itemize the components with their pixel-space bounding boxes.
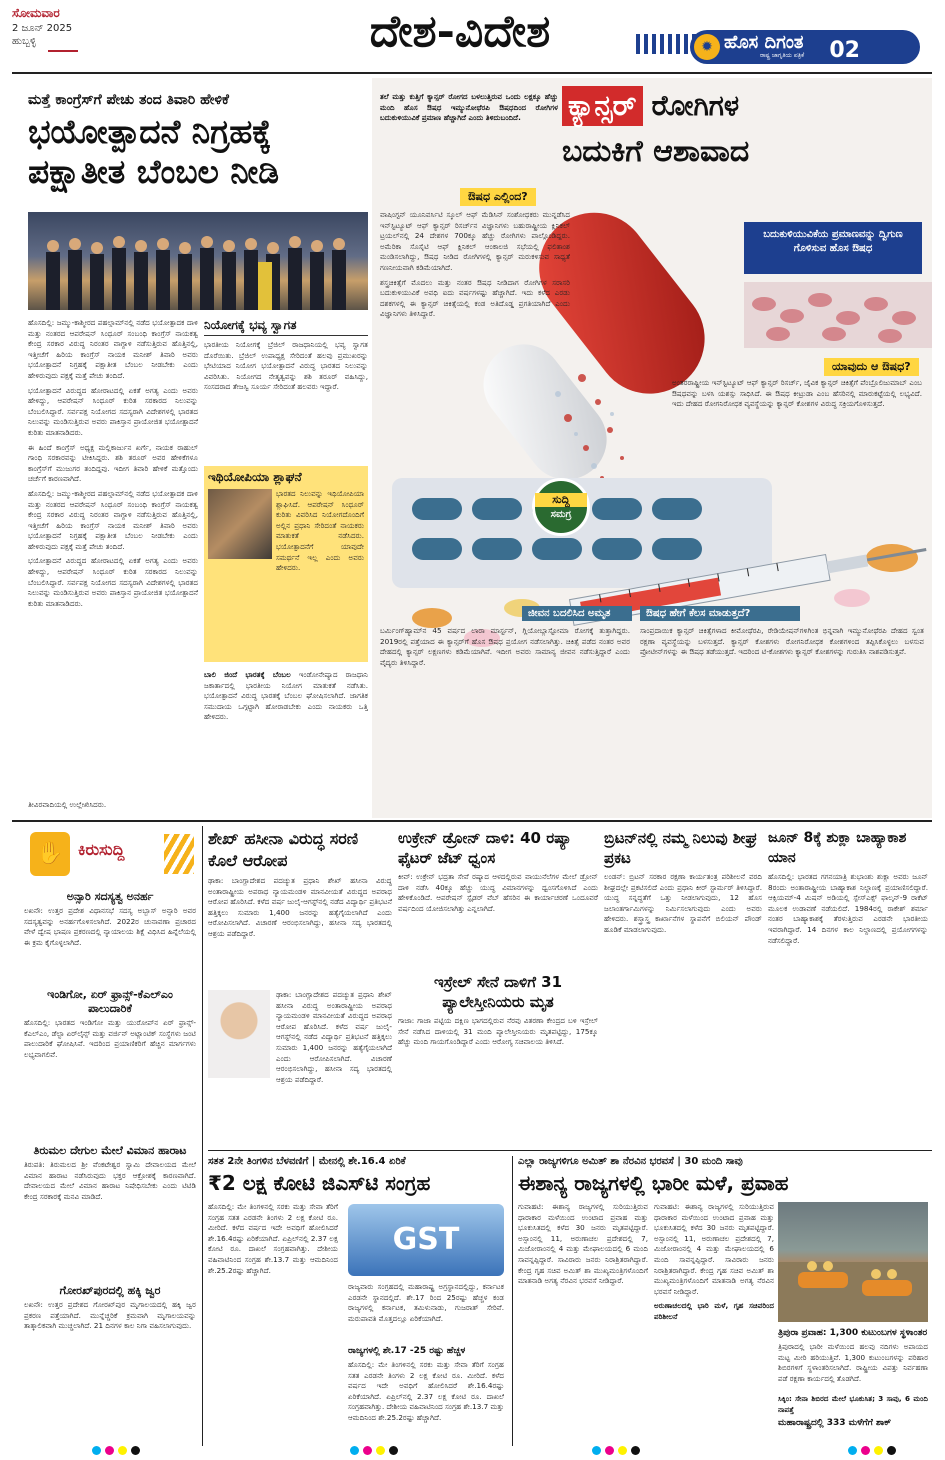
cancer-q1-label: ಔಷಧ ಎಲ್ಲಿಂದ? [460,188,536,206]
dateline-rule [48,50,78,52]
flood-photo [778,1202,928,1322]
gst-divider [512,1156,513,1446]
hasina-body: ಢಾಕಾ: ಬಾಂಗ್ಲಾದೇಶದ ಪದಚ್ಯುತ ಪ್ರಧಾನಿ ಶೇಖ್ ಹಸೀನಾ ವಿರುದ್ಧ ಅಂತಾರಾಷ್ಟ್ರೀಯ ಅಪರಾಧ ನ್ಯಾಯಮಂಡಳಿ ಮಾನವೀಯತೆ ವಿರುದ್ಧದ ಅಪರಾಧ ಆರೋಪ ಹೊರಿಸಿದೆ. ಕಳೆದ ವರ್ಷ ಜುಲೈ-ಆಗಸ್ಟ್‌ನಲ್ಲಿ ನಡೆದ ವಿದ್ಯಾರ್ಥಿ ಪ್ರತಿಭಟನೆ ಹತ್ತಿಕ್ಕಲು ಸುಮಾರು 1,400 ಜನರನ್ನು ಹತ್ಯೆಗೈಯಲಾಗಿದೆ ಎಂದು ಆರೋಪಿಸಲಾಗಿದೆ. ವಿಚಾರಣೆ ಆರಂಭಿಸಲಾಗಿದ್ದು, ಹಸೀನಾ ಸದ್ಯ ಭಾರತದಲ್ಲಿ ಆಶ್ರಯ ಪಡೆದಿದ್ದಾರೆ. [208,876,392,938]
lead-group-photo [28,212,368,310]
rain-body: ಗುವಾಹಟಿ: ಈಶಾನ್ಯ ರಾಜ್ಯಗಳಲ್ಲಿ ಸುರಿಯುತ್ತಿರುವ ಧಾರಾಕಾರ ಮಳೆಯಿಂದ ಉಂಟಾದ ಪ್ರವಾಹ ಮತ್ತು ಭೂಕುಸಿತದಲ್ಲಿ ಕಳೆದ 30 ಜನರು ಮೃತಪಟ್ಟಿದ್ದಾರೆ. ಅಸ್ಸಾಂನಲ್ಲಿ 11, ಅರುಣಾಚಲ ಪ್ರದೇಶದಲ್ಲಿ 7, ಮಿಜೋರಾಂನಲ್ಲಿ 4 ಮತ್ತು ಮೇಘಾಲಯದಲ್ಲಿ 6 ಮಂದಿ ಸಾವನ್ನಪ್ಪಿದ್ದಾರೆ. ಸಾವಿರಾರು ಜನರು ನಿರಾಶ್ರಿತರಾಗಿದ್ದಾರೆ. ಕೇಂದ್ರ ಗೃಹ ಸಚಿವ ಅಮಿತ್ ಶಾ ಮುಖ್ಯಮಂತ್ರಿಗಳೊಂದಿಗೆ ಮಾತನಾಡಿ ಅಗತ್ಯ ನೆರವಿನ ಭರವಸೆ ನೀಡಿದ್ದಾರೆ. [518,1202,648,1286]
ethiopia-title: ಇಥಿಯೋಪಿಯಾ ಶ್ಲಾಘನೆ [208,470,302,484]
masthead-day: ಸೋಮವಾರ [12,6,60,20]
lead-headline-line2: ಪಕ್ಷಾತೀತ ಬೆಂಬಲ ನೀಡಿ [28,152,280,191]
lead-body-p3: ಈ ಹಿಂದೆ ಕಾಂಗ್ರೆಸ್ ಅಧ್ಯಕ್ಷ ಮಲ್ಲಿಕಾರ್ಜುನ ಖರ್ಗೆ, ನಾಯಕ ರಾಹುಲ್ ಗಾಂಧಿ ಸರಕಾರವನ್ನು ಟೀಕಿಸಿದ್ದರು. ಶಶಿ ತರೂರ್ ಅವರ ಹೇಳಿಕೆಗಳೂ ಕಾಂಗ್ರೆಸ್‌ಗೆ ಮುಜುಗರ ತಂದಿದ್ದವು. ಇದೀಗ ತಿವಾರಿ ಹೇಳಿಕೆ ಮತ್ತೊಂದು ಚರ್ಚೆಗೆ ಕಾರಣವಾಗಿದೆ. [28,442,198,484]
cancer-teaser: ತಲೆ ಮತ್ತು ಕುತ್ತಿಗೆ ಕ್ಯಾನ್ಸರ್ ರೋಗದ ಬಳಲುತ್ತಿರುವ ಒಂದು ಲಕ್ಷಕ್ಕೂ ಹೆಚ್ಚು ಮಂದಿ ಹೊಸ ಔಷಧ ಇಮ್ಯುನೋಥೆರಪಿ ಔಷಧದಿಂದ ರೋಗಿಗಳ ಬದುಕುಳಿಯುವಿಕೆ ಪ್ರಮಾಣ ಹೆಚ್ಚಾಗಿದೆ ಎಂದು ತಿಳಿದುಬಂದಿದೆ. [380,92,558,123]
print-registration-dots-1 [92,1440,144,1459]
britain-story [604,828,762,1144]
gst-title: ₹2 ಲಕ್ಷ ಕೋಟಿ ಜಿಎಸ್‌ಟಿ ಸಂಗ್ರಹ [208,1171,431,1195]
rain-title: ಈಶಾನ್ಯ ರಾಜ್ಯಗಳಲ್ಲಿ ಭಾರೀ ಮಳೆ, ಪ್ರವಾಹ [518,1171,789,1195]
kiru-item-title: ಅನ್ಸಾರಿ ಸದಸ್ಯತ್ವ ಅನರ್ಹ [66,890,154,903]
israel-story [398,972,598,1144]
rain-story [518,1156,930,1446]
shukla-title: ಜೂನ್ 8ಕ್ಕೆ ಶುಕ್ಲಾ ಬಾಹ್ಯಾಕಾಶ ಯಾನ [768,830,907,866]
cancer-q4-label: ಔಷಧ ಹೇಗೆ ಕೆಲಸ ಮಾಡುತ್ತದೆ? [640,606,800,621]
page-number: 02 [829,38,860,63]
hasina-story [208,828,392,1144]
rain-kerala: ಅರುಣಾಚಲದಲ್ಲಿ ಭಾರಿ ಮಳೆ, ಗೃಹ ಸಚಿವರಿಂದ ಪರಿಶೀಲನೆ [654,1301,774,1321]
ukraine-story [398,828,598,968]
kiru-item-0 [24,890,196,982]
gst-body-2: ರಾಜ್ಯವಾರು ಸಂಗ್ರಹದಲ್ಲಿ ಮಹಾರಾಷ್ಟ್ರ ಅಗ್ರಸ್ಥಾನದಲ್ಲಿದ್ದು, ಕರ್ನಾಟಕ ಎರಡನೇ ಸ್ಥಾನದಲ್ಲಿದೆ. ಶೇ.17 ರಿಂದ 25ರಷ್ಟು ಹೆಚ್ಚಳ ಕಂಡ ರಾಜ್ಯಗಳಲ್ಲಿ ಕರ್ನಾಟಕ, ತಮಿಳುನಾಡು, ಗುಜರಾತ್ ಸೇರಿವೆ. ಮರುಪಾವತಿ ಮೊತ್ತದಲ್ಲೂ ಏರಿಕೆಯಾಗಿದೆ. [348,1282,504,1323]
cancer-headline-row2: ಬದುಕಿಗೆ ಆಶಾವಾದ [562,134,750,169]
lead-body-p5: ಭಯೋತ್ಪಾದನೆ ವಿರುದ್ಧದ ಹೋರಾಟದಲ್ಲಿ ಏಕತೆ ಅಗತ್ಯ ಎಂದು ಅವರು ಹೇಳಿದ್ದು, ಆಪರೇಷನ್ ಸಿಂಧೂರ್ ಕುರಿತ ಸರಕಾರದ ನಿಲುವನ್ನು ಬೆಂಬಲಿಸಿದ್ದಾರೆ. ಸರ್ವಪಕ್ಷ ನಿಯೋಗದ ಸದಸ್ಯರಾಗಿ ವಿದೇಶಗಳಲ್ಲಿ ಭಾರತದ ನಿಲುವನ್ನು ಮಂಡಿಸುತ್ತಿರುವ ಅವರು ಪಾಕಿಸ್ತಾನ ಪ್ರಾಯೋಜಿತ ಭಯೋತ್ಪಾದನೆ ಕುರಿತು ಮಾತನಾಡಿದರು. [28,556,198,608]
niyoga-title: ನಿಯೋಗಕ್ಕೆ ಭವ್ಯ ಸ್ವಾಗತ [204,318,368,336]
kiru-suddi-column [24,826,196,1446]
brand-name: ಹೊಸ ದಿಗಂತ [724,32,804,53]
ukraine-title: ಉಕ್ರೇನ್ ಡ್ರೋನ್ ದಾಳಿ: 40 ರಷ್ಯಾ ಫೈಟರ್ ಜೆಟ್ ಧ್ವಂಸ [398,829,572,867]
gst-body-3: ಹೊಸದಿಲ್ಲಿ: ಮೇ ತಿಂಗಳಿನಲ್ಲಿ ಸರಕು ಮತ್ತು ಸೇವಾ ತೆರಿಗೆ ಸಂಗ್ರಹ ಸತತ ಎರಡನೇ ತಿಂಗಳು 2 ಲಕ್ಷ ಕೋಟಿ ರೂ. ಮೀರಿದೆ. ಕಳೆದ ವರ್ಷದ ಇದೇ ಅವಧಿಗೆ ಹೋಲಿಸಿದರೆ ಶೇ.16.4ರಷ್ಟು ಏರಿಕೆಯಾಗಿದೆ. ಏಪ್ರಿಲ್‌ನಲ್ಲಿ 2.37 ಲಕ್ಷ ಕೋಟಿ ರೂ. ದಾಖಲೆ ಸಂಗ್ರಹವಾಗಿತ್ತು. ದೇಶೀಯ ವಹಿವಾಟಿನಿಂದ ಸಂಗ್ರಹ ಶೇ.13.7 ಮತ್ತು ಆಮದಿನಿಂದ ಶೇ.25.2ರಷ್ಟು ಹೆಚ್ಚಾಗಿದೆ. [348,1360,504,1422]
flood-scene [778,1202,928,1322]
cancer-q3-label: ಜೀವನ ಬದಲಿಸಿದ ಅಮೃತ [522,606,632,621]
niyoga-body: ಭಾರತೀಯ ನಿಯೋಗಕ್ಕೆ ಬ್ರೆಜಿಲ್ ರಾಜಧಾನಿಯಲ್ಲಿ ಭವ್ಯ ಸ್ವಾಗತ ದೊರೆಯಿತು. ಬ್ರೆಜಿಲ್ ಉಪಾಧ್ಯಕ್ಷ ಸೇರಿದಂತೆ ಹಲವು ಪ್ರಮುಖರನ್ನು ಭೇಟಿಯಾದ ನಿಯೋಗ ಭಯೋತ್ಪಾದನೆ ವಿರುದ್ಧ ಭಾರತದ ನಿಲುವನ್ನು ವಿವರಿಸಿತು. ನಿಯೋಗದ ನೇತೃತ್ವವನ್ನು ಶಶಿ ತರೂರ್ ವಹಿಸಿದ್ದು, ಸಂಸದರಾದ ತೇಜಸ್ವಿ ಸೂರ್ಯ ಸೇರಿದಂತೆ ಹಲವರು ಇದ್ದಾರೆ. [204,340,368,392]
lead-headline-line1: ಭಯೋತ್ಪಾದನೆ ನಿಗ್ರಹಕ್ಕೆ [28,112,272,151]
kiru-item-2 [24,1144,196,1278]
print-registration-dots-4 [848,1440,900,1459]
bali-title: ಬಾಲಿ ಜಿಂದೆ ಭಾರತಕ್ಕೆ ಬೆಂಬಲ [204,670,291,679]
lead-body-column [28,318,198,808]
kiru-item-title: ಇಂಡಿಗೋ, ಏರ್ ಫ್ರಾನ್ಸ್-ಕೆಎಲ್‌ಎಂ ಪಾಲುದಾರಿಕೆ [47,988,173,1015]
sikkim-title: ಸಿಕ್ಕಿಂ: ಸೇನಾ ಶಿಬಿರದ ಮೇಲೆ ಭೂಕುಸಿತ; 3 ಸಾವು, 6 ಮಂದಿ ನಾಪತ್ತೆ [778,1394,928,1414]
rain-kicker: ಎಲ್ಲಾ ರಾಜ್ಯಗಳಿಗೂ ಅಮಿತ್ ಶಾ ನೆರವಿನ ಭರವಸೆ | 30 ಮಂದಿ ಸಾವು [518,1156,743,1167]
kiru-suddi-icon: ✋ [30,832,70,876]
lead-body-p2: ಭಯೋತ್ಪಾದನೆ ವಿರುದ್ಧದ ಹೋರಾಟದಲ್ಲಿ ಏಕತೆ ಅಗತ್ಯ ಎಂದು ಅವರು ಹೇಳಿದ್ದು, ಆಪರೇಷನ್ ಸಿಂಧೂರ್ ಕುರಿತ ಸರಕಾರದ ನಿಲುವನ್ನು ಬೆಂಬಲಿಸಿದ್ದಾರೆ. ಸರ್ವಪಕ್ಷ ನಿಯೋಗದ ಸದಸ್ಯರಾಗಿ ವಿದೇಶಗಳಲ್ಲಿ ಭಾರತದ ನಿಲುವನ್ನು ಮಂಡಿಸುತ್ತಿರುವ ಅವರು ಪಾಕಿಸ್ತಾನ ಪ್ರಾಯೋಜಿತ ಭಯೋತ್ಪಾದನೆ ಕುರಿತು ಮಾತನಾಡಿದರು. [28,385,198,437]
kiru-divider [202,826,203,1446]
delegation-figures [28,212,368,310]
badge-line1: ಸುದ್ದಿ [535,493,587,507]
kiru-item-3 [24,1284,196,1396]
masthead-rule [12,72,932,74]
niyoga-box [204,318,368,468]
hasina-body-cont: ಢಾಕಾ: ಬಾಂಗ್ಲಾದೇಶದ ಪದಚ್ಯುತ ಪ್ರಧಾನಿ ಶೇಖ್ ಹಸೀನಾ ವಿರುದ್ಧ ಅಂತಾರಾಷ್ಟ್ರೀಯ ಅಪರಾಧ ನ್ಯಾಯಮಂಡಳಿ ಮಾನವೀಯತೆ ವಿರುದ್ಧದ ಅಪರಾಧ ಆರೋಪ ಹೊರಿಸಿದೆ. ಕಳೆದ ವರ್ಷ ಜುಲೈ-ಆಗಸ್ಟ್‌ನಲ್ಲಿ ನಡೆದ ವಿದ್ಯಾರ್ಥಿ ಪ್ರತಿಭಟನೆ ಹತ್ತಿಕ್ಕಲು ಸುಮಾರು 1,400 ಜನರನ್ನು ಹತ್ಯೆಗೈಯಲಾಗಿದೆ ಎಂದು ಆರೋಪಿಸಲಾಗಿದೆ. ವಿಚಾರಣೆ ಆರಂಭಿಸಲಾಗಿದ್ದು, ಹಸೀನಾ ಸದ್ಯ ಭಾರತದಲ್ಲಿ ಆಶ್ರಯ ಪಡೆದಿದ್ದಾರೆ. [276,990,392,1084]
lead-continuation: ತೀವಿರವಾದಿಯಲ್ಲಿ ಉಲ್ಲೇಖಿಸಿದರು. [28,800,107,809]
print-registration-dots-3 [592,1440,644,1459]
ethiopia-box [204,466,368,662]
cancer-body-1 [380,210,570,460]
rain-body-2a: ಗುವಾಹಟಿ: ಈಶಾನ್ಯ ರಾಜ್ಯಗಳಲ್ಲಿ ಸುರಿಯುತ್ತಿರುವ ಧಾರಾಕಾರ ಮಳೆಯಿಂದ ಉಂಟಾದ ಪ್ರವಾಹ ಮತ್ತು ಭೂಕುಸಿತದಲ್ಲಿ ಕಳೆದ 30 ಜನರು ಮೃತಪಟ್ಟಿದ್ದಾರೆ. ಅಸ್ಸಾಂನಲ್ಲಿ 11, ಅರುಣಾಚಲ ಪ್ರದೇಶದಲ್ಲಿ 7, ಮಿಜೋರಾಂನಲ್ಲಿ 4 ಮತ್ತು ಮೇಘಾಲಯದಲ್ಲಿ 6 ಮಂದಿ ಸಾವನ್ನಪ್ಪಿದ್ದಾರೆ. ಸಾವಿರಾರು ಜನರು ನಿರಾಶ್ರಿತರಾಗಿದ್ದಾರೆ. ಕೇಂದ್ರ ಗೃಹ ಸಚಿವ ಅಮಿತ್ ಶಾ ಮುಖ್ಯಮಂತ್ರಿಗಳೊಂದಿಗೆ ಮಾತನಾಡಿ ಅಗತ್ಯ ನೆರವಿನ ಭರವಸೆ ನೀಡಿದ್ದಾರೆ. [654,1202,774,1296]
brand-tagline: ರಾಷ್ಟ್ರ ಜಾಗೃತಿಯ ಪತ್ರಿಕೆ [760,52,805,59]
lead-body-p1: ಹೊಸದಿಲ್ಲಿ: ಜಮ್ಮು-ಕಾಶ್ಮೀರದ ಪಹಲ್ಗಾಮ್‌ನಲ್ಲಿ ನಡೆದ ಭಯೋತ್ಪಾದಕ ದಾಳಿ ಮತ್ತು ನಂತರದ ಆಪರೇಷನ್ ಸಿಂಧೂರ್ ಸಂಬಂಧಿ ಕಾಂಗ್ರೆಸ್ ನಾಯಕತ್ವ ಕೇಂದ್ರ ಸರಕಾರ ವಿರುದ್ಧ ನಿರಂತರ ವಾಗ್ದಾಳಿ ನಡೆಸುತ್ತಿರುವ ಹೊತ್ತಿನಲ್ಲಿ, ಇತ್ತೀಚೆಗೆ ಹಿರಿಯ ಕಾಂಗ್ರೆಸ್ ನಾಯಕ ಮನೀಶ್ ತಿವಾರಿ ಅವರು ಭಯೋತ್ಪಾದನೆ ನಿಗ್ರಹಕ್ಕೆ ಪಕ್ಷಾತೀತ ಬೆಂಬಲ ನೀಡಬೇಕು ಎಂದು ಹೇಳಿರುವುದು ಪಕ್ಷಕ್ಕೆ ಮತ್ತೆ ಪೇಚು ತಂದಿದೆ. [28,318,198,380]
gst-subhead: ರಾಜ್ಯಗಳಲ್ಲಿ ಶೇ.17 -25 ರಷ್ಟು ಹೆಚ್ಚಳ [348,1346,466,1356]
tripura-title: ತ್ರಿಪುರಾ ಪ್ರವಾಹ: 1,300 ಕುಟುಂಬಗಳ ಸ್ಥಳಾಂತರ [778,1328,928,1338]
britain-title: ಬ್ರಿಟನ್‌ನಲ್ಲಿ ನಮ್ಮ ನಿಲುವು ಶೀಘ್ರ ಪ್ರಕಟ [604,829,758,867]
cancer-q2-label: ಯಾವುದು ಆ ಔಷಧ? [824,358,919,376]
bali-column [204,670,368,810]
gst-body: ಹೊಸದಿಲ್ಲಿ: ಮೇ ತಿಂಗಳಿನಲ್ಲಿ ಸರಕು ಮತ್ತು ಸೇವಾ ತೆರಿಗೆ ಸಂಗ್ರಹ ಸತತ ಎರಡನೇ ತಿಂಗಳು 2 ಲಕ್ಷ ಕೋಟಿ ರೂ. ಮೀರಿದೆ. ಕಳೆದ ವರ್ಷದ ಇದೇ ಅವಧಿಗೆ ಹೋಲಿಸಿದರೆ ಶೇ.16.4ರಷ್ಟು ಏರಿಕೆಯಾಗಿದೆ. ಏಪ್ರಿಲ್‌ನಲ್ಲಿ 2.37 ಲಕ್ಷ ಕೋಟಿ ರೂ. ದಾಖಲೆ ಸಂಗ್ರಹವಾಗಿತ್ತು. ದೇಶೀಯ ವಹಿವಾಟಿನಿಂದ ಸಂಗ್ರಹ ಶೇ.13.7 ಮತ್ತು ಆಮದಿನಿಂದ ಶೇ.25.2ರಷ್ಟು ಹೆಚ್ಚಾಗಿದೆ. [208,1202,338,1275]
lower-section-rule [12,820,932,822]
rain-body-2 [654,1202,774,1438]
ethiopia-photo [208,489,272,559]
cancer-body-1b: ಶಸ್ತ್ರಚಿಕಿತ್ಸೆಗೆ ಮೊದಲು ಮತ್ತು ನಂತರ ಔಷಧ ನೀಡಿದಾಗ ರೋಗಿಗಳ ಸರಾಸರಿ ಬದುಕುಳಿಯುವಿಕೆ ಅವಧಿ ಐದು ವರ್ಷಗಳಷ್ಟು ಹೆಚ್ಚಾಗಿದೆ. ಇದು ಕಳೆದ ಎರಡು ದಶಕಗಳಲ್ಲಿ ಈ ಕ್ಯಾನ್ಸರ್ ಚಿಕಿತ್ಸೆಯಲ್ಲಿ ಕಂಡ ಅತಿದೊಡ್ಡ ಪ್ರಗತಿಯಾಗಿದೆ ಎಂದು ವಿಜ್ಞಾನಿಗಳು ತಿಳಿಸಿದ್ದಾರೆ. [380,277,570,319]
kiru-item-body: ಹೊಸದಿಲ್ಲಿ: ಭಾರತದ ಇಂಡಿಗೋ ಮತ್ತು ಯುರೋಪ್‌ನ ಏರ್ ಫ್ರಾನ್ಸ್-ಕೆಎಲ್‌ಎಂ, ಡೆಲ್ಟಾ ಏರ್‌ಲೈನ್ಸ್ ಮತ್ತು ವರ್ಜಿನ್ ಅಟ್ಲಾಂಟಿಕ್ ಸಂಸ್ಥೆಗಳು ಜಂಟಿ ಪಾಲುದಾರಿಕೆ ಘೋಷಿಸಿವೆ. ಇದರಿಂದ ಪ್ರಯಾಣಿಕರಿಗೆ ಹೆಚ್ಚಿನ ಮಾರ್ಗಗಳು ಲಭ್ಯವಾಗಲಿವೆ. [24,1018,196,1059]
masthead-city: ಹುಬ್ಬಳ್ಳಿ [12,36,37,47]
cancer-headline-word2: ರೋಗಿಗಳ [651,89,740,122]
hasina-title: ಶೇಖ್ ಹಸೀನಾ ವಿರುದ್ಧ ಸರಣಿ ಕೊಲೆ ಆರೋಪ [208,829,359,870]
cancer-feature [372,78,932,818]
brand-logo-icon: ✹ [694,34,720,60]
sudhi-samagra-badge [532,478,590,536]
cancer-body-3: ಬರ್ಮಿಂಗ್‌ಹ್ಯಾಮ್‌ನ 45 ವರ್ಷದ ಲಾರಾ ಮಾರ್ಸ್ಟನ್, ಗ್ಲಿಯೋಬ್ಲಾಸ್ಟೋಮಾ ರೋಗಕ್ಕೆ ತುತ್ತಾಗಿದ್ದರು. 2019ರಲ್ಲಿ ಪತ್ತೆಯಾದ ಈ ಕ್ಯಾನ್ಸರ್‌ಗೆ ಹೊಸ ಔಷಧ ಪ್ರಯೋಗ ನಡೆಸಲಾಗಿತ್ತು. ಚಿಕಿತ್ಸೆ ಪಡೆದ ನಂತರ ಅವರ ದೇಹದಲ್ಲಿ ಕ್ಯಾನ್ಸರ್ ಲಕ್ಷಣಗಳು ಕಡಿಮೆಯಾಗಿವೆ. ಇದೀಗ ಅವರು ಸಾಮಾನ್ಯ ಜೀವನ ನಡೆಸುತ್ತಿದ್ದಾರೆ ಎಂದು ವೈದ್ಯರು ತಿಳಿಸಿದ್ದಾರೆ. [380,626,630,667]
kiru-item-body: ಲಖನೌ: ಉತ್ತರ ಪ್ರದೇಶದ ಗೋರಖ್‌ಪುರ ಮೃಗಾಲಯದಲ್ಲಿ ಹಕ್ಕಿ ಜ್ವರ ಪ್ರಕರಣ ಪತ್ತೆಯಾಗಿದೆ. ಮುನ್ನೆಚ್ಚರಿಕೆ ಕ್ರಮವಾಗಿ ಮೃಗಾಲಯವನ್ನು ತಾತ್ಕಾಲಿಕವಾಗಿ ಮುಚ್ಚಲಾಗಿದೆ. 21 ದಿನಗಳ ಕಾಲ ನಿಗಾ ವಹಿಸಲಾಗುವುದು. [24,1300,196,1331]
lead-kicker: ಮತ್ತೆ ಕಾಂಗ್ರೆಸ್‌ಗೆ ಪೇಚು ತಂದ ತಿವಾರಿ ಹೇಳಿಕೆ [28,92,229,108]
masthead-date: 2 ಜೂನ್ 2025 [12,23,73,34]
gst-logo: GST [348,1204,504,1276]
print-registration-dots-2 [350,1440,402,1459]
cancer-headline-row1 [562,86,922,130]
tripura-body: ತ್ರಿಪುರಾದಲ್ಲಿ ಭಾರೀ ಮಳೆಯಿಂದ ಹಲವು ನದಿಗಳು ಅಪಾಯದ ಮಟ್ಟ ಮೀರಿ ಹರಿಯುತ್ತಿವೆ. 1,300 ಕುಟುಂಬಗಳನ್ನು ಪರಿಹಾರ ಶಿಬಿರಗಳಿಗೆ ಸ್ಥಳಾಂತರಿಸಲಾಗಿದೆ. ರಾಷ್ಟ್ರೀಯ ವಿಪತ್ತು ನಿರ್ವಹಣಾ ಪಡೆ ರಕ್ಷಣಾ ಕಾರ್ಯದಲ್ಲಿ ತೊಡಗಿದೆ. [778,1342,928,1383]
kiru-item-1 [24,988,196,1138]
kiru-suddi-stripes [164,834,194,874]
section-title: ದೇಶ-ವಿದೇಶ [369,6,551,57]
kiru-item-body: ತಿರುಪತಿ: ತಿರುಮಲದ ಶ್ರೀ ವೆಂಕಟೇಶ್ವರ ಸ್ವಾಮಿ ದೇವಾಲಯದ ಮೇಲೆ ವಿಮಾನ ಹಾರಾಟ ನಡೆಸಿರುವುದು ಭಕ್ತರ ಆಕ್ರೋಶಕ್ಕೆ ಕಾರಣವಾಗಿದೆ. ದೇವಾಲಯದ ಮೇಲೆ ವಿಮಾನ ಹಾರಾಟ ನಿಷೇಧಿಸಬೇಕು ಎಂದು ಟಿಟಿಡಿ ಕೇಂದ್ರ ಸರಕಾರಕ್ಕೆ ಮನವಿ ಮಾಡಿದೆ. [24,1160,196,1201]
brand-masthead [690,30,920,64]
gst-kicker: ಸತತ 2ನೇ ತಿಂಗಳಿನ ಬೆಳವಣಿಗೆ | ಮೇನಲ್ಲಿ ಶೇ.16.4 ಏರಿಕೆ [208,1156,406,1167]
kiru-suddi-label: ಕಿರುಸುದ್ದಿ [78,840,125,859]
kiru-item-title: ಗೋರಖ್‌ಪುರದಲ್ಲಿ ಹಕ್ಕಿ ಜ್ವರ [59,1284,161,1297]
ethiopia-body: ಭಾರತದ ನಿಲುವನ್ನು ಇಥಿಯೋಪಿಯಾ ಶ್ಲಾಘಿಸಿದೆ. ಆಪರೇಷನ್ ಸಿಂಧೂರ್ ಕುರಿತು ವಿವರಿಸಿದ ನಿಯೋಗದೊಂದಿಗೆ ಅಲ್ಲಿನ ಪ್ರಧಾನಿ ಸೇರಿದಂತೆ ನಾಯಕರು ಮಾತುಕತೆ ನಡೆಸಿದರು. ಭಯೋತ್ಪಾದನೆಗೆ ಯಾವುದೇ ಸಮರ್ಥನೆ ಇಲ್ಲ ಎಂದು ಅವರು ಹೇಳಿದರು. [276,489,364,573]
ukraine-body: ಕೀವ್: ಉಕ್ರೇನ್ ಭದ್ರತಾ ಸೇವೆ ರಷ್ಯಾದ ಆಳದಲ್ಲಿರುವ ವಾಯುನೆಲೆಗಳ ಮೇಲೆ ಡ್ರೋನ್ ದಾಳಿ ನಡೆಸಿ 40ಕ್ಕೂ ಹೆಚ್ಚು ಯುದ್ಧ ವಿಮಾನಗಳನ್ನು ಧ್ವಂಸಗೊಳಿಸಿದೆ ಎಂದು ಹೇಳಿಕೊಂಡಿದೆ. ಆಪರೇಷನ್ ಸ್ಪೈಡರ್ ವೆಬ್ ಹೆಸರಿನ ಈ ಕಾರ್ಯಾಚರಣೆ ಒಂದೂವರೆ ವರ್ಷದಿಂದ ಯೋಜಿಸಲಾಗಿತ್ತು ಎನ್ನಲಾಗಿದೆ. [398,872,598,913]
bottom-rule [208,1150,932,1151]
kiru-suddi-header [24,826,196,884]
hasina-photo [208,990,270,1078]
cancer-body-4: ಸಾಂಪ್ರದಾಯಿಕ ಕ್ಯಾನ್ಸರ್ ಚಿಕಿತ್ಸೆಗಳಾದ ಕೀಮೋಥೆರಪಿ, ರೇಡಿಯೇಷನ್‌ಗಳಿಗಿಂತ ಭಿನ್ನವಾಗಿ ಇಮ್ಯುನೋಥೆರಪಿ ದೇಹದ ಸ್ವಂತ ರಕ್ಷಣಾ ವ್ಯವಸ್ಥೆಯನ್ನು ಬಳಸುತ್ತದೆ. ಕ್ಯಾನ್ಸರ್ ಕೋಶಗಳು ರೋಗನಿರೋಧಕ ಕೋಶಗಳಿಂದ ತಪ್ಪಿಸಿಕೊಳ್ಳಲು ಬಳಸುವ ಪ್ರೋಟೀನ್‌ಗಳನ್ನು ಈ ಔಷಧ ತಡೆಯುತ್ತದೆ. ಇದರಿಂದ ಟಿ-ಕೋಶಗಳು ಕ್ಯಾನ್ಸರ್ ಕೋಶಗಳನ್ನು ಗುರುತಿಸಿ ನಾಶಪಡಿಸುತ್ತವೆ. [640,626,924,657]
israel-title: ಇಸ್ರೇಲ್ ಸೇನೆ ದಾಳಿಗೆ 31 ಪ್ಯಾಲೇಸ್ತೀನಿಯರು ಮೃತ [433,973,563,1011]
shukla-body: ಹೊಸದಿಲ್ಲಿ: ಭಾರತದ ಗಗನಯಾತ್ರಿ ಶುಭಾಂಶು ಶುಕ್ಲಾ ಅವರು ಜೂನ್ 8ರಂದು ಅಂತಾರಾಷ್ಟ್ರೀಯ ಬಾಹ್ಯಾಕಾಶ ನಿಲ್ದಾಣಕ್ಕೆ ಪ್ರಯಾಣಿಸಲಿದ್ದಾರೆ. ಆಕ್ಸಿಯಮ್-4 ಮಿಷನ್ ಅಡಿಯಲ್ಲಿ ಸ್ಪೇಸ್‌ಎಕ್ಸ್ ಫಾಲ್ಕನ್-9 ರಾಕೆಟ್ ಮೂಲಕ ಉಡಾವಣೆ ನಡೆಯಲಿದೆ. 1984ರಲ್ಲಿ ರಾಕೇಶ್ ಶರ್ಮಾ ನಂತರ ಬಾಹ್ಯಾಕಾಶಕ್ಕೆ ತೆರಳುತ್ತಿರುವ ಎರಡನೇ ಭಾರತೀಯ ಇವರಾಗಿದ್ದಾರೆ. 14 ದಿನಗಳ ಕಾಲ ನಿಲ್ದಾಣದಲ್ಲಿ ಪ್ರಯೋಗಗಳನ್ನು ನಡೆಸಲಿದ್ದಾರೆ. [768,872,928,945]
cancer-headline-highlight: ಕ್ಯಾನ್ಸರ್ [562,86,643,126]
lead-headline [28,112,368,192]
cancer-body-1a: ವಾಷಿಂಗ್ಟನ್ ಯೂನಿವರ್ಸಿಟಿ ಸ್ಕೂಲ್ ಆಫ್ ಮೆಡಿಸಿನ್ ಸಂಶೋಧಕರು ಮುನ್ನಡೆಸಿದ ಇನ್‌ಸ್ಟಿಟ್ಯೂಟ್ ಆಫ್ ಕ್ಯಾನ್ಸರ್ ರಿಸರ್ಚ್‌ನ ವಿಜ್ಞಾನಿಗಳು ಬಹುರಾಷ್ಟ್ರೀಯ ಕ್ಲಿನಿಕಲ್ ಟ್ರಯಲ್‌ನಲ್ಲಿ 24 ದೇಶಗಳ 700ಕ್ಕೂ ಹೆಚ್ಚು ರೋಗಿಗಳು ಪಾಲ್ಗೊಂಡಿದ್ದರು. ಅಮೆರಿಕಾ ಸೊಸೈಟಿ ಆಫ್ ಕ್ಲಿನಿಕಲ್ ಆಂಕಾಲಜಿ ಸಭೆಯಲ್ಲಿ ಫಲಿತಾಂಶ ಮಂಡಿಸಲಾಗಿದ್ದು, ಔಷಧ ನೀಡಿದ ರೋಗಿಗಳಲ್ಲಿ ಕ್ಯಾನ್ಸರ್ ಮರುಕಳಿಸುವ ಸಾಧ್ಯತೆ ಗಣನೀಯವಾಗಿ ಕಡಿಮೆಯಾಗಿದೆ. [380,210,570,272]
masthead-dateline [12,6,212,68]
israel-body: ಗಾಜಾ: ಗಾಜಾ ಪಟ್ಟಿಯ ದಕ್ಷಿಣ ಭಾಗದಲ್ಲಿರುವ ನೆರವು ವಿತರಣಾ ಕೇಂದ್ರದ ಬಳಿ ಇಸ್ರೇಲ್ ಸೇನೆ ನಡೆಸಿದ ದಾಳಿಯಲ್ಲಿ 31 ಮಂದಿ ಪ್ಯಾಲೇಸ್ತೀನಿಯರು ಮೃತಪಟ್ಟಿದ್ದು, 175ಕ್ಕೂ ಹೆಚ್ಚು ಮಂದಿ ಗಾಯಗೊಂಡಿದ್ದಾರೆ ಎಂದು ಆರೋಗ್ಯ ಸಚಿವಾಲಯ ತಿಳಿಸಿದೆ. [398,1016,598,1047]
rain-subhead: ಮಹಾರಾಷ್ಟ್ರದಲ್ಲಿ 333 ಮಳೆಗೆಗೆ ಶಾಕ್ [778,1418,892,1428]
britain-body: ಲಂಡನ್: ಬ್ರಿಟನ್ ಸರಕಾರ ರಕ್ಷಣಾ ಕಾರ್ಯತಂತ್ರ ಪರಿಶೀಲನೆ ವರದಿ ಶೀಘ್ರದಲ್ಲೇ ಪ್ರಕಟಿಸಲಿದೆ ಎಂದು ಪ್ರಧಾನಿ ಕೀರ್ ಸ್ಟಾರ್ಮರ್ ತಿಳಿಸಿದ್ದಾರೆ. ಯುದ್ಧ ಸನ್ನದ್ಧತೆಗೆ ಒತ್ತು ನೀಡಲಾಗುವುದು, 12 ಹೊಸ ಜಲಾಂತರ್ಗಾಮಿಗಳನ್ನು ನಿರ್ಮಿಸಲಾಗುವುದು ಎಂದು ಅವರು ಹೇಳಿದರು. ಶಸ್ತ್ರಾಸ್ತ್ರ ಕಾರ್ಖಾನೆಗಳ ಸ್ಥಾಪನೆಗೆ ಬಿಲಿಯನ್ ಪೌಂಡ್ ಹೂಡಿಕೆ ಮಾಡಲಾಗುವುದು. [604,872,762,934]
masthead-stripe [636,34,696,54]
lead-body-p4: ಹೊಸದಿಲ್ಲಿ: ಜಮ್ಮು-ಕಾಶ್ಮೀರದ ಪಹಲ್ಗಾಮ್‌ನಲ್ಲಿ ನಡೆದ ಭಯೋತ್ಪಾದಕ ದಾಳಿ ಮತ್ತು ನಂತರದ ಆಪರೇಷನ್ ಸಿಂಧೂರ್ ಸಂಬಂಧಿ ಕಾಂಗ್ರೆಸ್ ನಾಯಕತ್ವ ಕೇಂದ್ರ ಸರಕಾರ ವಿರುದ್ಧ ನಿರಂತರ ವಾಗ್ದಾಳಿ ನಡೆಸುತ್ತಿರುವ ಹೊತ್ತಿನಲ್ಲಿ, ಇತ್ತೀಚೆಗೆ ಹಿರಿಯ ಕಾಂಗ್ರೆಸ್ ನಾಯಕ ಮನೀಶ್ ತಿವಾರಿ ಅವರು ಭಯೋತ್ಪಾದನೆ ನಿಗ್ರಹಕ್ಕೆ ಪಕ್ಷಾತೀತ ಬೆಂಬಲ ನೀಡಬೇಕು ಎಂದು ಹೇಳಿರುವುದು ಪಕ್ಷಕ್ಕೆ ಮತ್ತೆ ಪೇಚು ತಂದಿದೆ. [28,488,198,551]
cancer-body-2: ಅಂತರರಾಷ್ಟ್ರೀಯ ಇನ್‌ಸ್ಟಿಟ್ಯೂಟ್ ಆಫ್ ಕ್ಯಾನ್ಸರ್ ರಿಸರ್ಚ್, ಜೈವಿಕ ಕ್ಯಾನ್ಸರ್ ಚಿಕಿತ್ಸೆಗೆ ಪೆಂಬ್ರೊಲಿಜುಮಾಬ್ ಎಂಬ ಔಷಧವನ್ನು ಬಳಸಿ ಯಶಸ್ಸು ಸಾಧಿಸಿದೆ. ಈ ಔಷಧ ಕೀಟ್ರುಡಾ ಎಂಬ ಹೆಸರಿನಲ್ಲಿ ಮಾರುಕಟ್ಟೆಯಲ್ಲಿ ಲಭ್ಯವಿದೆ. ಇದು ದೇಹದ ರೋಗನಿರೋಧಕ ವ್ಯವಸ್ಥೆಯನ್ನು ಕ್ಯಾನ್ಸರ್ ಕೋಶಗಳ ವಿರುದ್ಧ ಸಕ್ರಿಯಗೊಳಿಸುತ್ತದೆ. [672,378,922,409]
shukla-story [768,828,928,1144]
bali-body: ಇಂಡೋನೇಷ್ಯಾದ ರಾಜಧಾನಿ ಜಕಾರ್ತಾದಲ್ಲಿ ಭಾರತೀಯ ನಿಯೋಗ ಮಾತುಕತೆ ನಡೆಸಿತು. ಭಯೋತ್ಪಾದನೆ ವಿರುದ್ಧ ಭಾರತಕ್ಕೆ ಬೆಂಬಲ ಘೋಷಿಸಲಾಗಿದೆ. ಜಾಗತಿಕ ಸಮುದಾಯ ಒಗ್ಗಟ್ಟಾಗಿ ಹೋರಾಡಬೇಕು ಎಂದು ನಾಯಕರು ಒತ್ತಿ ಹೇಳಿದರು. [204,670,368,722]
cancer-callout: ಬದುಕುಳಿಯುವಿಕೆಯ ಪ್ರಮಾಣವನ್ನು ದ್ವಿಗುಣ ಗೊಳಿಸುವ ಹೊಸ ಔಷಧ [744,222,922,274]
kiru-item-title: ತಿರುಮಲ ದೇಗುಲ ಮೇಲೆ ವಿಮಾನ ಹಾರಾಟ [33,1144,187,1157]
gst-story [208,1156,508,1446]
badge-line2: ಸಮಗ್ರ [550,509,572,520]
kiru-item-body: ಲಖನೌ: ಉತ್ತರ ಪ್ರದೇಶ ವಿಧಾನಸಭೆ ಸದಸ್ಯ ಅಬ್ಬಾಸ್ ಅನ್ಸಾರಿ ಅವರ ಸದಸ್ಯತ್ವವನ್ನು ಅನರ್ಹಗೊಳಿಸಲಾಗಿದೆ. 2022ರ ಚುನಾವಣಾ ಪ್ರಚಾರದ ವೇಳೆ ದ್ವೇಷ ಭಾಷಣ ಪ್ರಕರಣದಲ್ಲಿ ನ್ಯಾಯಾಲಯ ಶಿಕ್ಷೆ ವಿಧಿಸಿದ ಹಿನ್ನೆಲೆಯಲ್ಲಿ ಈ ಕ್ರಮ ಕೈಗೊಳ್ಳಲಾಗಿದೆ. [24,906,196,947]
